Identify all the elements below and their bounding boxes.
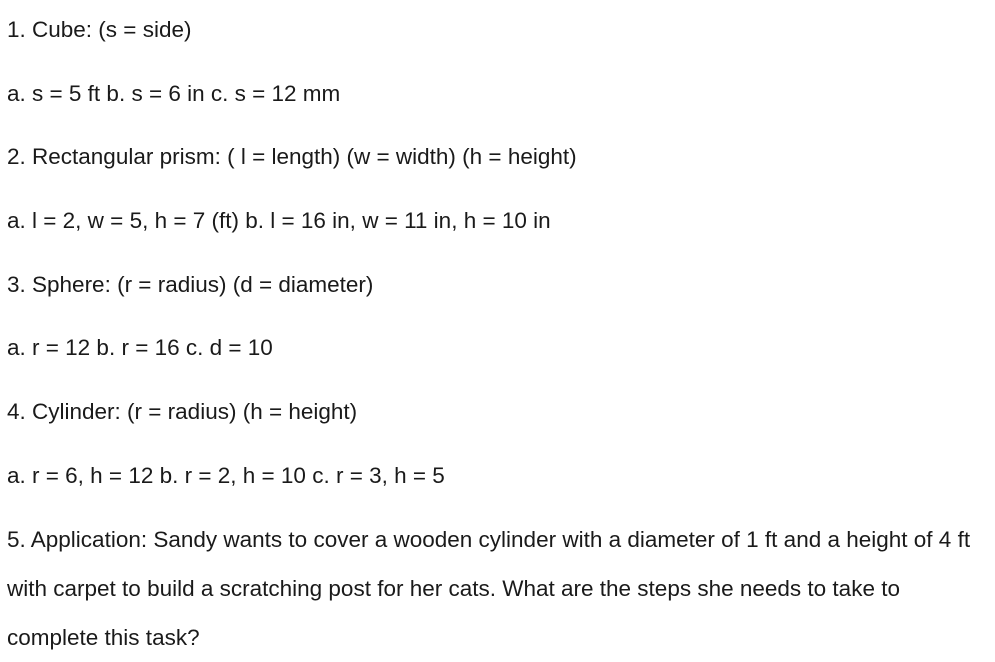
question-3-parts: a. r = 12 b. r = 16 c. d = 10 [7, 335, 273, 360]
application-question: 5. Application: Sandy wants to cover a wooden cylinder with a diameter of 1 ft and a height of 4 ft with carpet to build a scratching post for her cats. What are the steps she needs to take to complete this task? [7, 527, 971, 650]
question-1-parts: a. s = 5 ft b. s = 6 in c. s = 12 mm [7, 81, 341, 106]
question-3-heading: 3. Sphere: (r = radius) (d = diameter) [7, 272, 374, 297]
question-4-parts: a. r = 6, h = 12 b. r = 2, h = 10 c. r = 3, h = 5 [7, 463, 445, 488]
question-1-heading: 1. Cube: (s = side) [7, 17, 192, 42]
question-4-heading: 4. Cylinder: (r = radius) (h = height) [7, 399, 358, 424]
question-2-parts: a. l = 2, w = 5, h = 7 (ft) b. l = 16 in, w = 11 in, h = 10 in [7, 208, 551, 233]
question-2-heading: 2. Rectangular prism: ( l = length) (w = width) (h = height) [7, 144, 577, 169]
